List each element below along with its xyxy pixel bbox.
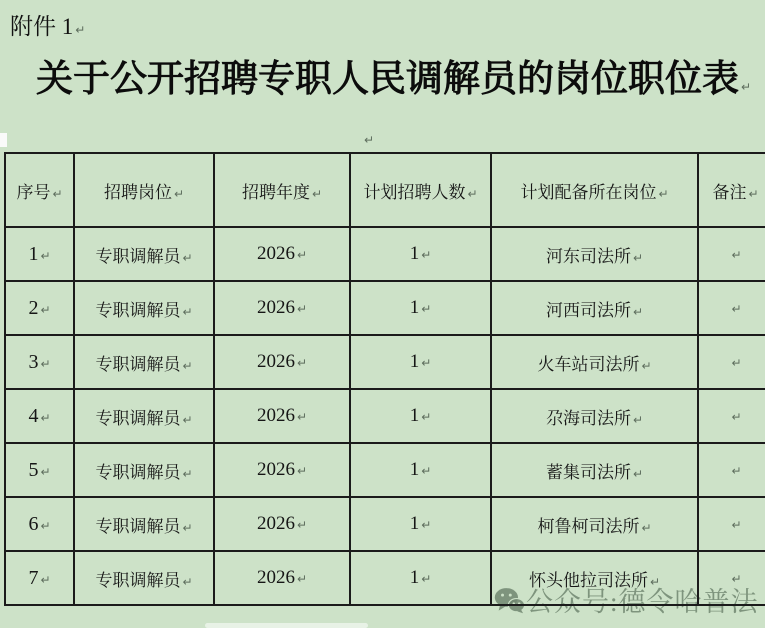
empty-paragraph-mark [362, 131, 374, 149]
paragraph-mark: ↵ [731, 572, 742, 586]
cell-office: 火车站司法所 ↵ [491, 335, 698, 389]
paragraph-mark: ↵ [731, 518, 742, 532]
table-row [5, 335, 765, 389]
paragraph-mark: ↵ [52, 186, 63, 201]
paragraph-mark: ↵ [296, 410, 308, 424]
paragraph-mark: ↵ [296, 518, 308, 532]
cell-serial: 4 ↵ [5, 389, 74, 443]
paragraph-mark: ↵ [421, 302, 432, 316]
cell-position: 专职调解员 ↵ [74, 389, 214, 443]
cell-count: 1 ↵ [350, 335, 491, 389]
cell-year: 2026 ↵ [214, 389, 350, 443]
paragraph-mark: ↵ [296, 572, 308, 586]
paragraph-mark: ↵ [421, 410, 432, 424]
paragraph-mark: ↵ [467, 186, 478, 201]
left-edge-highlight [0, 133, 7, 147]
cell-count: 1 ↵ [350, 551, 491, 605]
paragraph-mark: ↵ [641, 358, 652, 373]
paragraph-mark: ↵ [658, 186, 669, 201]
paragraph-mark: ↵ [632, 304, 644, 319]
cell-note [698, 551, 765, 605]
positions-table [4, 152, 765, 606]
paragraph-mark: ↵ [40, 356, 51, 371]
cell-year: 2026 ↵ [214, 551, 350, 605]
attachment-label-text: 附件 1 [10, 14, 74, 39]
cell-note [698, 443, 765, 497]
attachment-label [10, 8, 85, 41]
paragraph-mark: ↵ [641, 520, 652, 535]
cell-office: 蓄集司法所 ↵ [491, 443, 698, 497]
header-label: 备注 [712, 182, 747, 202]
column-header-serial [5, 153, 74, 227]
paragraph-mark: ↵ [421, 464, 432, 478]
paragraph-mark: ↵ [40, 302, 51, 317]
table-row [5, 443, 765, 497]
paragraph-mark: ↵ [75, 23, 86, 37]
cell-year: 2026 ↵ [214, 227, 350, 281]
paragraph-mark: ↵ [182, 358, 193, 373]
paragraph-mark: ↵ [731, 302, 742, 316]
bottom-edge-artifact [205, 623, 368, 628]
paragraph-mark: ↵ [731, 356, 742, 370]
header-label: 计划配备所在岗位 [520, 182, 657, 202]
paragraph-mark: ↵ [632, 250, 644, 265]
header-label: 计划招聘人数 [363, 182, 466, 202]
table-row [5, 227, 765, 281]
paragraph-mark: ↵ [649, 574, 661, 589]
header-label: 序号 [16, 182, 51, 202]
cell-count: 1 ↵ [350, 281, 491, 335]
cell-position: 专职调解员 ↵ [74, 281, 214, 335]
cell-year: 2026 ↵ [214, 497, 350, 551]
paragraph-mark: ↵ [421, 572, 432, 586]
paragraph-mark: ↵ [421, 248, 432, 262]
table-row [5, 389, 765, 443]
cell-serial: 3 ↵ [5, 335, 74, 389]
column-header-assigned-office [491, 153, 698, 227]
cell-year: 2026 ↵ [214, 335, 350, 389]
cell-office: 尕海司法所 ↵ [491, 389, 698, 443]
paragraph-mark: ↵ [40, 248, 51, 263]
header-label: 招聘岗位 [103, 182, 172, 202]
paragraph-mark: ↵ [311, 186, 323, 201]
paragraph-mark: ↵ [296, 356, 308, 370]
cell-serial: 7 ↵ [5, 551, 74, 605]
cell-note [698, 497, 765, 551]
cell-count: 1 ↵ [350, 227, 491, 281]
cell-serial: 1 ↵ [5, 227, 74, 281]
cell-office: 河东司法所 ↵ [491, 227, 698, 281]
cell-position: 专职调解员 ↵ [74, 443, 214, 497]
header-label: 招聘年度 [241, 182, 310, 202]
table-row [5, 551, 765, 605]
paragraph-mark: ↵ [182, 250, 193, 265]
cell-position: 专职调解员 ↵ [74, 227, 214, 281]
cell-position: 专职调解员 ↵ [74, 497, 214, 551]
paragraph-mark: ↵ [748, 186, 759, 201]
cell-office: 柯鲁柯司法所 ↵ [491, 497, 698, 551]
cell-serial: 5 ↵ [5, 443, 74, 497]
cell-year: 2026 ↵ [214, 443, 350, 497]
paragraph-mark: ↵ [182, 520, 193, 535]
paragraph-mark: ↵ [182, 466, 193, 481]
cell-count: 1 ↵ [350, 497, 491, 551]
cell-office: 河西司法所 ↵ [491, 281, 698, 335]
table-row [5, 281, 765, 335]
page-title [36, 48, 751, 102]
cell-serial: 2 ↵ [5, 281, 74, 335]
paragraph-mark: ↵ [741, 80, 752, 94]
column-header-position [74, 153, 214, 227]
cell-serial: 6 ↵ [5, 497, 74, 551]
cell-note [698, 335, 765, 389]
paragraph-mark: ↵ [40, 464, 51, 479]
cell-count: 1 ↵ [350, 443, 491, 497]
paragraph-mark: ↵ [182, 574, 193, 589]
paragraph-mark: ↵ [40, 410, 51, 425]
paragraph-mark: ↵ [40, 518, 51, 533]
paragraph-mark: ↵ [421, 518, 432, 532]
table-row [5, 497, 765, 551]
paragraph-mark: ↵ [296, 302, 308, 316]
cell-position: 专职调解员 ↵ [74, 551, 214, 605]
column-header-year [214, 153, 350, 227]
paragraph-mark: ↵ [364, 133, 375, 147]
paragraph-mark: ↵ [731, 410, 742, 424]
cell-count: 1 ↵ [350, 389, 491, 443]
column-header-planned-count [350, 153, 491, 227]
paragraph-mark: ↵ [40, 572, 51, 587]
cell-office: 怀头他拉司法所 ↵ [491, 551, 698, 605]
watermark-text: 公众号:德令哈普法 [526, 587, 759, 617]
paragraph-mark: ↵ [632, 412, 644, 427]
cell-position: 专职调解员 ↵ [74, 335, 214, 389]
paragraph-mark: ↵ [421, 356, 432, 370]
column-header-note [698, 153, 765, 227]
paragraph-mark: ↵ [731, 248, 742, 262]
paragraph-mark: ↵ [731, 464, 742, 478]
cell-note [698, 227, 765, 281]
paragraph-mark: ↵ [182, 412, 193, 427]
paragraph-mark: ↵ [296, 464, 308, 478]
page-title-text: 关于公开招聘专职人民调解员的岗位职位表 [36, 59, 739, 100]
paragraph-mark: ↵ [632, 466, 644, 481]
paragraph-mark: ↵ [173, 186, 185, 201]
paragraph-mark: ↵ [182, 304, 193, 319]
cell-note [698, 389, 765, 443]
paragraph-mark: ↵ [296, 248, 308, 262]
cell-year: 2026 ↵ [214, 281, 350, 335]
table-header-row [5, 153, 765, 227]
cell-note [698, 281, 765, 335]
